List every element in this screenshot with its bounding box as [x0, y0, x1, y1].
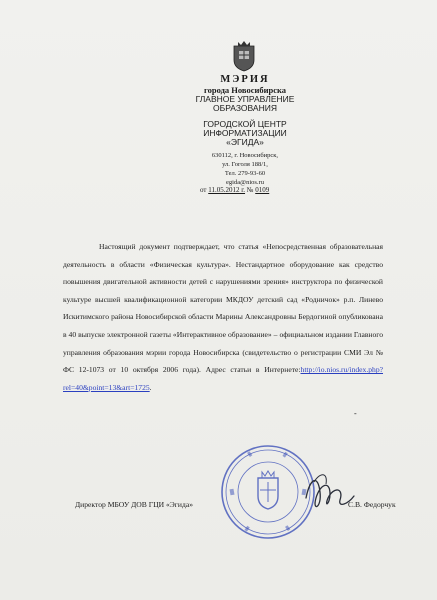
- body-paragraph: Настоящий документ подтверждает, что статья «Непосредственная образовательная деятельность в области «Физическая культура». Нестандартное оборудование как средство повышения двигательной активности детей с нарушениями зрения» инструктора по физической культуре высшей квалификационной категории МКДОУ детский сад «Родничок» р.п. Линево Искитимского района Новосибирской области Марины Александровны Бердогиной опубликована в 40 выпуске электронной газеты «Интерактивное образование» – официальном издании Главного управления образования мэрии города Новосибирска (свидетельство о регистрации СМИ Эл № ФС 12-1073 от 10 октября 2006 года). Адрес статьи в Интернете:: [63, 242, 383, 375]
- org-department-line2: ОБРАЗОВАНИЯ: [213, 103, 277, 113]
- center-name-line3: «ЭГИДА»: [226, 137, 264, 147]
- article-link[interactable]: http://io.nios.ru/index.php?rel=40&point=13&art=1725: [63, 365, 383, 392]
- certificate-body: [63, 238, 383, 396]
- ref-number-label: №: [246, 186, 254, 194]
- ref-number: 0109: [255, 186, 270, 194]
- org-department-line1: ГЛАВНОЕ УПРАВЛЕНИЕ: [195, 94, 295, 104]
- signer-name: С.В. Федорчук: [348, 500, 396, 509]
- email-line: egida@nios.ru: [226, 179, 264, 186]
- org-city: города Новосибирска: [203, 85, 287, 95]
- ref-prefix: от: [200, 186, 207, 194]
- document-reference: [200, 186, 320, 194]
- body-trailing-period: .: [149, 382, 152, 392]
- center-name-line1: ГОРОДСКОЙ ЦЕНТР: [203, 119, 287, 129]
- org-name: МЭРИЯ: [220, 74, 270, 85]
- address-line: 630112, г. Новосибирск,: [211, 152, 279, 159]
- ref-date: 11.05.2012 г.: [208, 186, 246, 194]
- address-line: ул. Гоголя 188/1,: [222, 161, 268, 168]
- phone-line: Тел. 279-93-60: [224, 170, 266, 177]
- handwritten-signature-icon: [300, 468, 360, 518]
- signer-title: Директор МБОУ ДОВ ГЦИ «Эгида»: [75, 500, 194, 509]
- stray-mark: -: [354, 409, 357, 418]
- city-emblem-icon: [230, 40, 258, 72]
- center-name-line2: ИНФОРМАТИЗАЦИИ: [203, 128, 287, 138]
